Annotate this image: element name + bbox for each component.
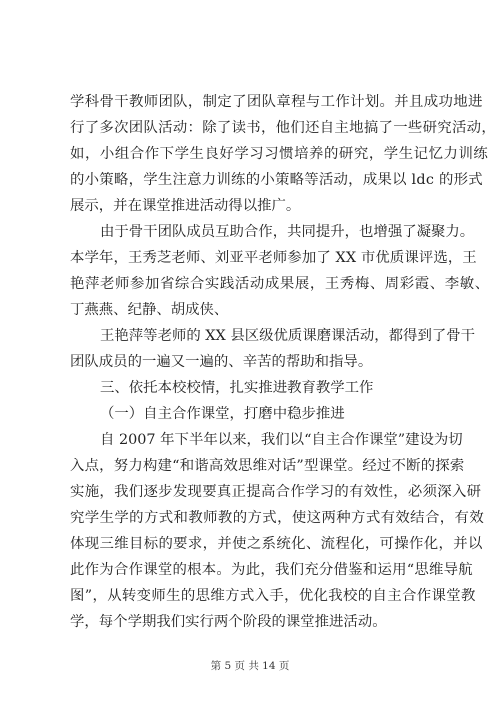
text-line: 由于骨干团队成员互助合作，共同提升，也增强了凝聚力。	[100, 224, 475, 240]
text-line: 的小策略，学生注意力训练的小策略等活动，成果以 ldc 的形式	[70, 172, 483, 188]
text-line: 本学年，王秀芝老师、刘亚平老师参加了 XX 市优质课评选，王	[70, 250, 477, 266]
text-line: 图”，从转变师生的思维方式入手，优化我校的自主合作课堂教	[70, 588, 476, 604]
text-line: 此作为合作课堂的根本。为此，我们充分借鉴和运用“思维导航	[70, 562, 473, 578]
text-line: 团队成员的一遍又一遍的、辛苦的帮助和指导。	[70, 354, 373, 370]
text-line: 自 2007 年下半年以来，我们以“自主合作课堂”建设为切	[100, 432, 463, 448]
text-line: 学，每个学期我们实行两个阶段的课堂推进活动。	[70, 614, 387, 630]
text-line: 行了多次团队活动：除了读书，他们还自主地搞了一些研究活动，	[70, 120, 497, 136]
text-line: 实施，我们逐步发现要真正提高合作学习的有效性，必须深入研	[70, 484, 482, 500]
text-line: 体现三维目标的要求，并使之系统化、流程化，可操作化，并以	[70, 536, 483, 552]
text-line: 入点，努力构建“和谐高效思维对话”型课堂。经过不断的探索	[70, 458, 465, 474]
section-heading: 三、依托本校校情，扎实推进教育教学工作	[100, 380, 374, 396]
text-line: 如，小组合作下学生良好学习习惯培养的研究，学生记忆力训练	[70, 146, 489, 162]
text-line: 究学生学的方式和教师教的方式，使这两种方式有效结合，有效	[70, 510, 485, 526]
text-line: 学科骨干教师团队，制定了团队章程与工作计划。并且成功地进	[70, 94, 483, 110]
text-line: 王艳萍等老师的 XX 县区级优质课磨课活动，都得到了骨干	[100, 328, 476, 344]
page-number-footer: 第 5 页 共 14 页	[210, 660, 290, 672]
subsection-heading: （一）自主合作课堂，打磨中稳步推进	[100, 406, 345, 422]
text-line: 展示，并在课堂推进活动得以推广。	[70, 198, 301, 214]
text-line: 艳萍老师参加省综合实践活动成果展，王秀梅、周彩霞、李敏、	[70, 276, 490, 292]
text-line: 丁燕燕、纪静、胡成侠、	[70, 302, 229, 318]
